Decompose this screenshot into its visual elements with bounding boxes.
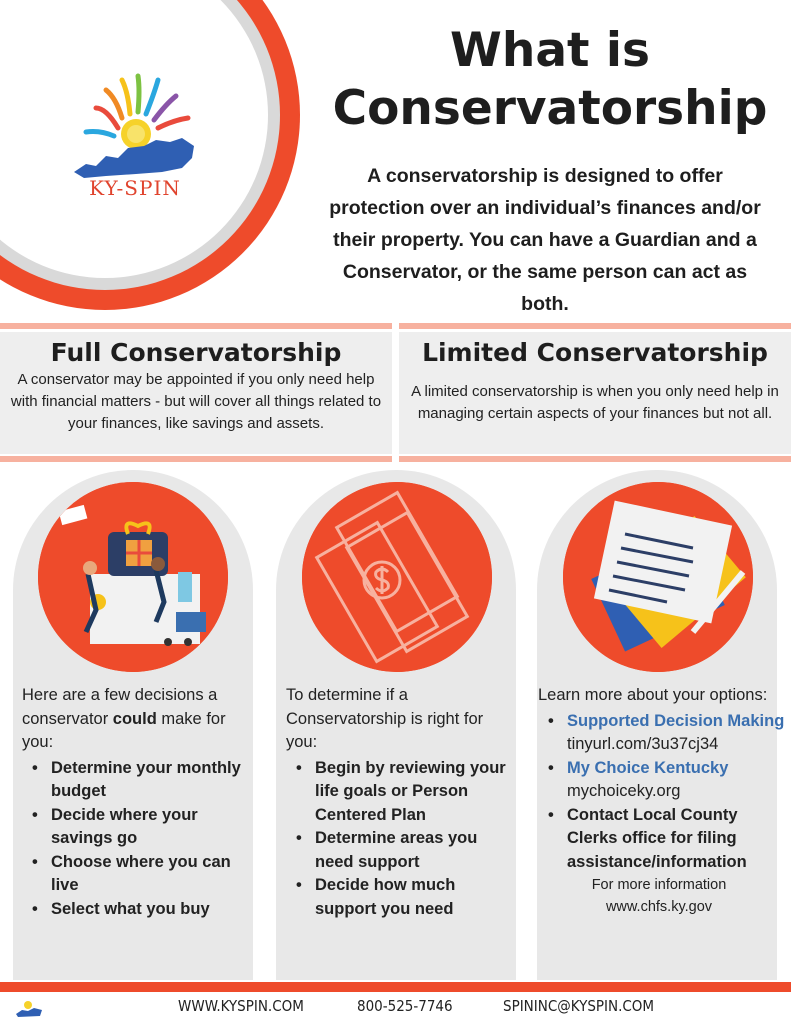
learn-more-list [538,710,790,875]
determine-content [286,684,518,921]
band-top-line-right [399,323,791,329]
determine-intro: To determine if a Conservatorship is right for you: [286,686,484,751]
shopping-illustration-icon [38,482,228,672]
footer-logo-icon [14,996,44,1020]
title-line-2: Conservatorship [332,81,768,136]
footer-website[interactable]: WWW.KYSPIN.COM [178,997,304,1015]
documents-circle [563,482,753,672]
more-info-label: For more information [591,877,727,893]
page-title [300,22,791,138]
limited-conservatorship-text: A limited conservatorship is when you only need help in managing certain aspects of your finances but not all. [411,383,779,422]
decisions-intro-after: make for you: [22,709,226,751]
full-conservatorship-title: Full Conservatorship [50,338,342,367]
logo-text: KY-SPIN [89,176,181,200]
title-line-1: What is [450,23,650,78]
band-top-line-left [0,323,392,329]
footer-email[interactable]: SPININC@KYSPIN.COM [503,997,655,1015]
list-item: • Begin by reviewing your life goals or Person Centered Plan [286,757,518,828]
list-item: • Determine areas you need support [286,827,518,874]
list-item: • Choose where you can live [22,851,254,898]
band-bottom-line-right [399,456,791,462]
decisions-intro-before: Here are a few decisions a conservator [22,686,218,728]
learn-more-content [538,684,790,918]
decisions-list [22,757,254,922]
footer-phone[interactable]: 800-525-7746 [357,997,453,1015]
supported-decision-making-link[interactable]: Supported Decision Making [567,711,785,730]
list-item: • Determine your monthly budget [22,757,254,804]
determine-list [286,757,518,922]
limited-conservatorship-box [399,332,791,454]
decisions-intro [22,684,254,755]
supported-decision-making-url[interactable]: tinyurl.com/3u37cj34 [567,735,719,753]
shopping-illustration-circle [38,482,228,672]
my-choice-kentucky-url[interactable]: mychoiceky.org [567,782,681,800]
chfs-website[interactable]: www.chfs.ky.gov [605,899,713,915]
money-bills-icon [302,482,492,672]
money-bills-circle [302,482,492,672]
more-info-note [538,874,790,918]
learn-more-intro: Learn more about your options: [538,686,768,704]
list-item: • Decide where your savings go [22,804,254,851]
intro-paragraph: A conservatorship is designed to offer protection over an individual’s finances and/or their property. You can have a Guardian and a Conservator, or the same person can act as both. [329,165,761,315]
band-bottom-line-left [0,456,392,462]
footer-bar [0,982,791,992]
full-conservatorship-text: A conservator may be appointed if you only need help with financial matters - but will cover all things related to your finances, like savings and assets. [10,371,382,432]
limited-conservatorship-title: Limited Conservatorship [422,338,768,367]
documents-icon [563,482,753,672]
decisions-intro-bold: could [112,709,157,728]
decisions-content [22,684,254,921]
list-item: • Select what you buy [22,898,254,922]
list-item [538,757,790,804]
list-item [538,710,790,757]
full-conservatorship-box [0,332,392,454]
list-item: • Contact Local County Clerks office for filing assistance/information [538,804,790,875]
list-item: • Decide how much support you need [286,874,518,921]
my-choice-kentucky-link[interactable]: My Choice Kentucky [567,758,729,777]
